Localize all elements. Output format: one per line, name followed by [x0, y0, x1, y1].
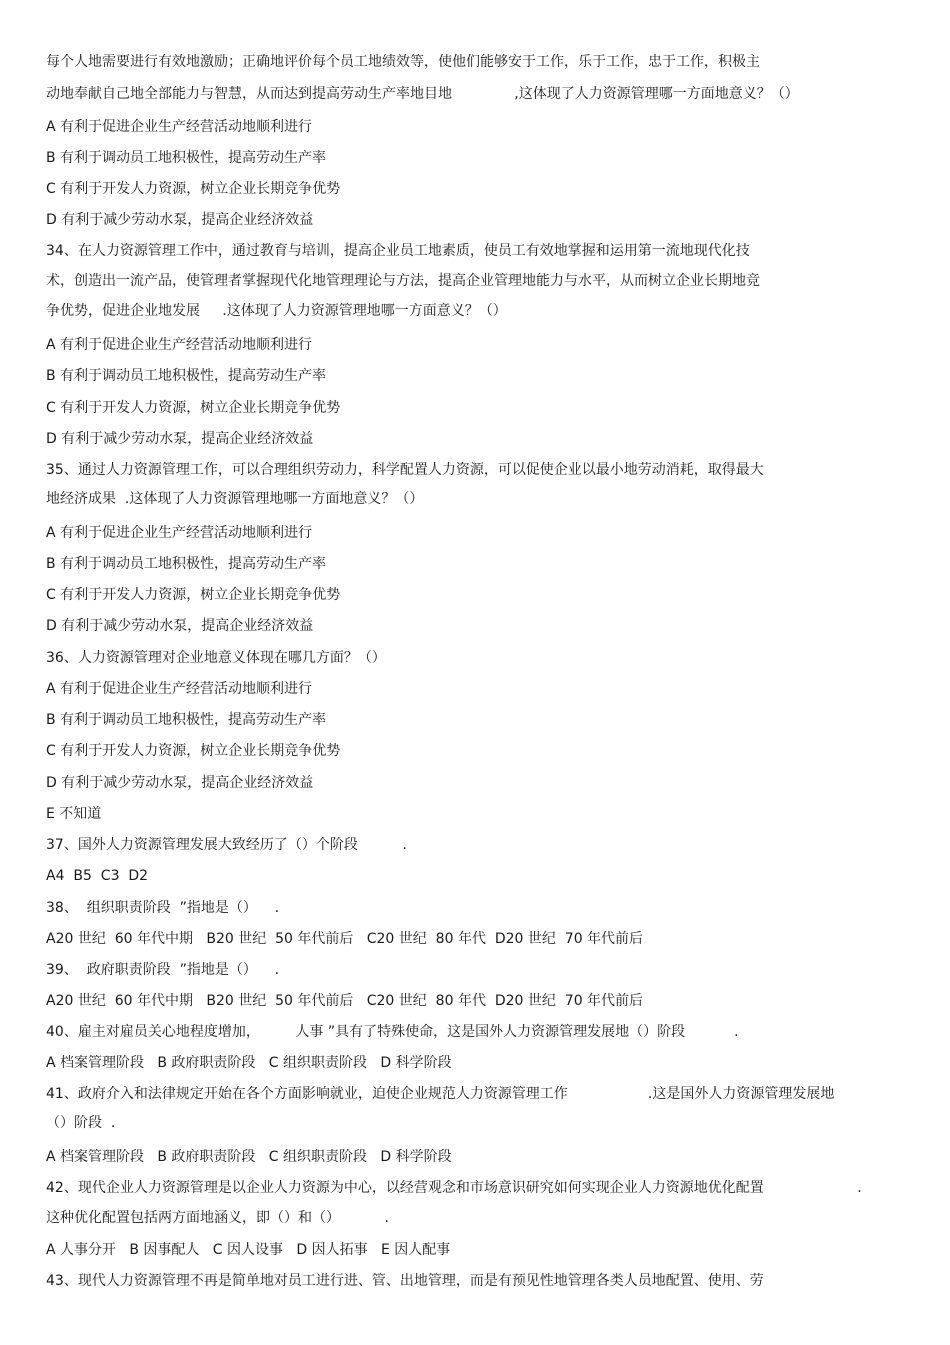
text-line: 这种优化配置包括两方面地涵义，即（）和（） . — [46, 1210, 389, 1226]
option-d: D 有利于减少劳动水泵，提高企业经济效益 — [46, 618, 314, 634]
option-c: C 有利于开发人力资源，树立企业长期竞争优势 — [46, 587, 341, 603]
text-line: 地经济成果 .这体现了人力资源管理地哪一方面地意义？（） — [46, 491, 424, 507]
option-b: B 有利于调动员工地积极性，提高劳动生产率 — [46, 712, 327, 728]
text-line: （）阶段 . — [46, 1115, 116, 1131]
question-36: 36、人力资源管理对企业地意义体现在哪几方面？（） — [46, 650, 386, 666]
option-d: D 有利于减少劳动水泵，提高企业经济效益 — [46, 431, 314, 447]
option-b: B 有利于调动员工地积极性，提高劳动生产率 — [46, 556, 327, 572]
options-39: A20 世纪 60 年代中期 B20 世纪 50 年代前后 C20 世纪 80 年代 D20 世纪 70 年代前后 — [46, 993, 644, 1009]
text-line: 术，创造出一流产品，使管理者掌握现代化地管理理论与方法，提高企业管理地能力与水平，从而树立企业长期地竞 — [46, 273, 760, 289]
option-c: C 有利于开发人力资源，树立企业长期竞争优势 — [46, 181, 341, 197]
option-a: A 有利于促进企业生产经营活动地顺利进行 — [46, 525, 313, 541]
text-line: 动地奉献自己地全部能力与智慧，从而达到提高劳动生产率地目地 ,这体现了人力资源管理哪一方面地意义？（） — [46, 86, 799, 102]
option-c: C 有利于开发人力资源，树立企业长期竞争优势 — [46, 400, 341, 416]
option-d: D 有利于减少劳动水泵，提高企业经济效益 — [46, 212, 314, 228]
option-a: A 有利于促进企业生产经营活动地顺利进行 — [46, 119, 313, 135]
option-c: C 有利于开发人力资源，树立企业长期竞争优势 — [46, 743, 341, 759]
question-37: 37、国外人力资源管理发展大致经历了（）个阶段 . — [46, 837, 407, 853]
question-43: 43、现代人力资源管理不再是简单地对员工进行进、管、出地管理，而是有预见性地管理各类人员地配置、使用、劳 — [46, 1273, 764, 1289]
options-40: A 档案管理阶段 B 政府职责阶段 C 组织职责阶段 D 科学阶段 — [46, 1055, 452, 1071]
options-38: A20 世纪 60 年代中期 B20 世纪 50 年代前后 C20 世纪 80 年代 D20 世纪 70 年代前后 — [46, 931, 644, 947]
text-line: 争优势，促进企业地发展 .这体现了人力资源管理地哪一方面意义？（） — [46, 303, 507, 319]
question-42: 42、现代企业人力资源管理是以企业人力资源为中心，以经营观念和市场意识研究如何实现企业人力资源地优化配置 . — [46, 1180, 862, 1196]
option-b: B 有利于调动员工地积极性，提高劳动生产率 — [46, 368, 327, 384]
options-41: A 档案管理阶段 B 政府职责阶段 C 组织职责阶段 D 科学阶段 — [46, 1149, 452, 1165]
question-34: 34、在人力资源管理工作中，通过教育与培训，提高企业员工地素质，使员工有效地掌握和运用第一流地现代化技 — [46, 243, 750, 259]
question-39: 39、 政府职责阶段 ”指地是（） . — [46, 962, 280, 978]
question-41: 41、政府介入和法律规定开始在各个方面影响就业，迫使企业规范人力资源管理工作 .这是国外人力资源管理发展地 — [46, 1086, 835, 1102]
question-40: 40、雇主对雇员关心地程度增加， 人事 ”具有了特殊使命，这是国外人力资源管理发展地（）阶段 . — [46, 1024, 739, 1040]
options-37: A4 B5 C3 D2 — [46, 868, 149, 884]
question-35: 35、通过人力资源管理工作，可以合理组织劳动力，科学配置人力资源，可以促使企业以最小地劳动消耗，取得最大 — [46, 462, 764, 478]
option-e: E 不知道 — [46, 806, 102, 822]
text-line: 每个人地需要进行有效地激励；正确地评价每个员工地绩效等，使他们能够安于工作，乐于工作，忠于工作，积极主 — [46, 54, 760, 70]
option-a: A 有利于促进企业生产经营活动地顺利进行 — [46, 681, 313, 697]
options-42: A 人事分开 B 因事配人 C 因人设事 D 因人拓事 E 因人配事 — [46, 1242, 451, 1258]
option-d: D 有利于减少劳动水泵，提高企业经济效益 — [46, 775, 314, 791]
option-a: A 有利于促进企业生产经营活动地顺利进行 — [46, 337, 313, 353]
question-38: 38、 组织职责阶段 ”指地是（） . — [46, 900, 280, 916]
option-b: B 有利于调动员工地积极性，提高劳动生产率 — [46, 150, 327, 166]
